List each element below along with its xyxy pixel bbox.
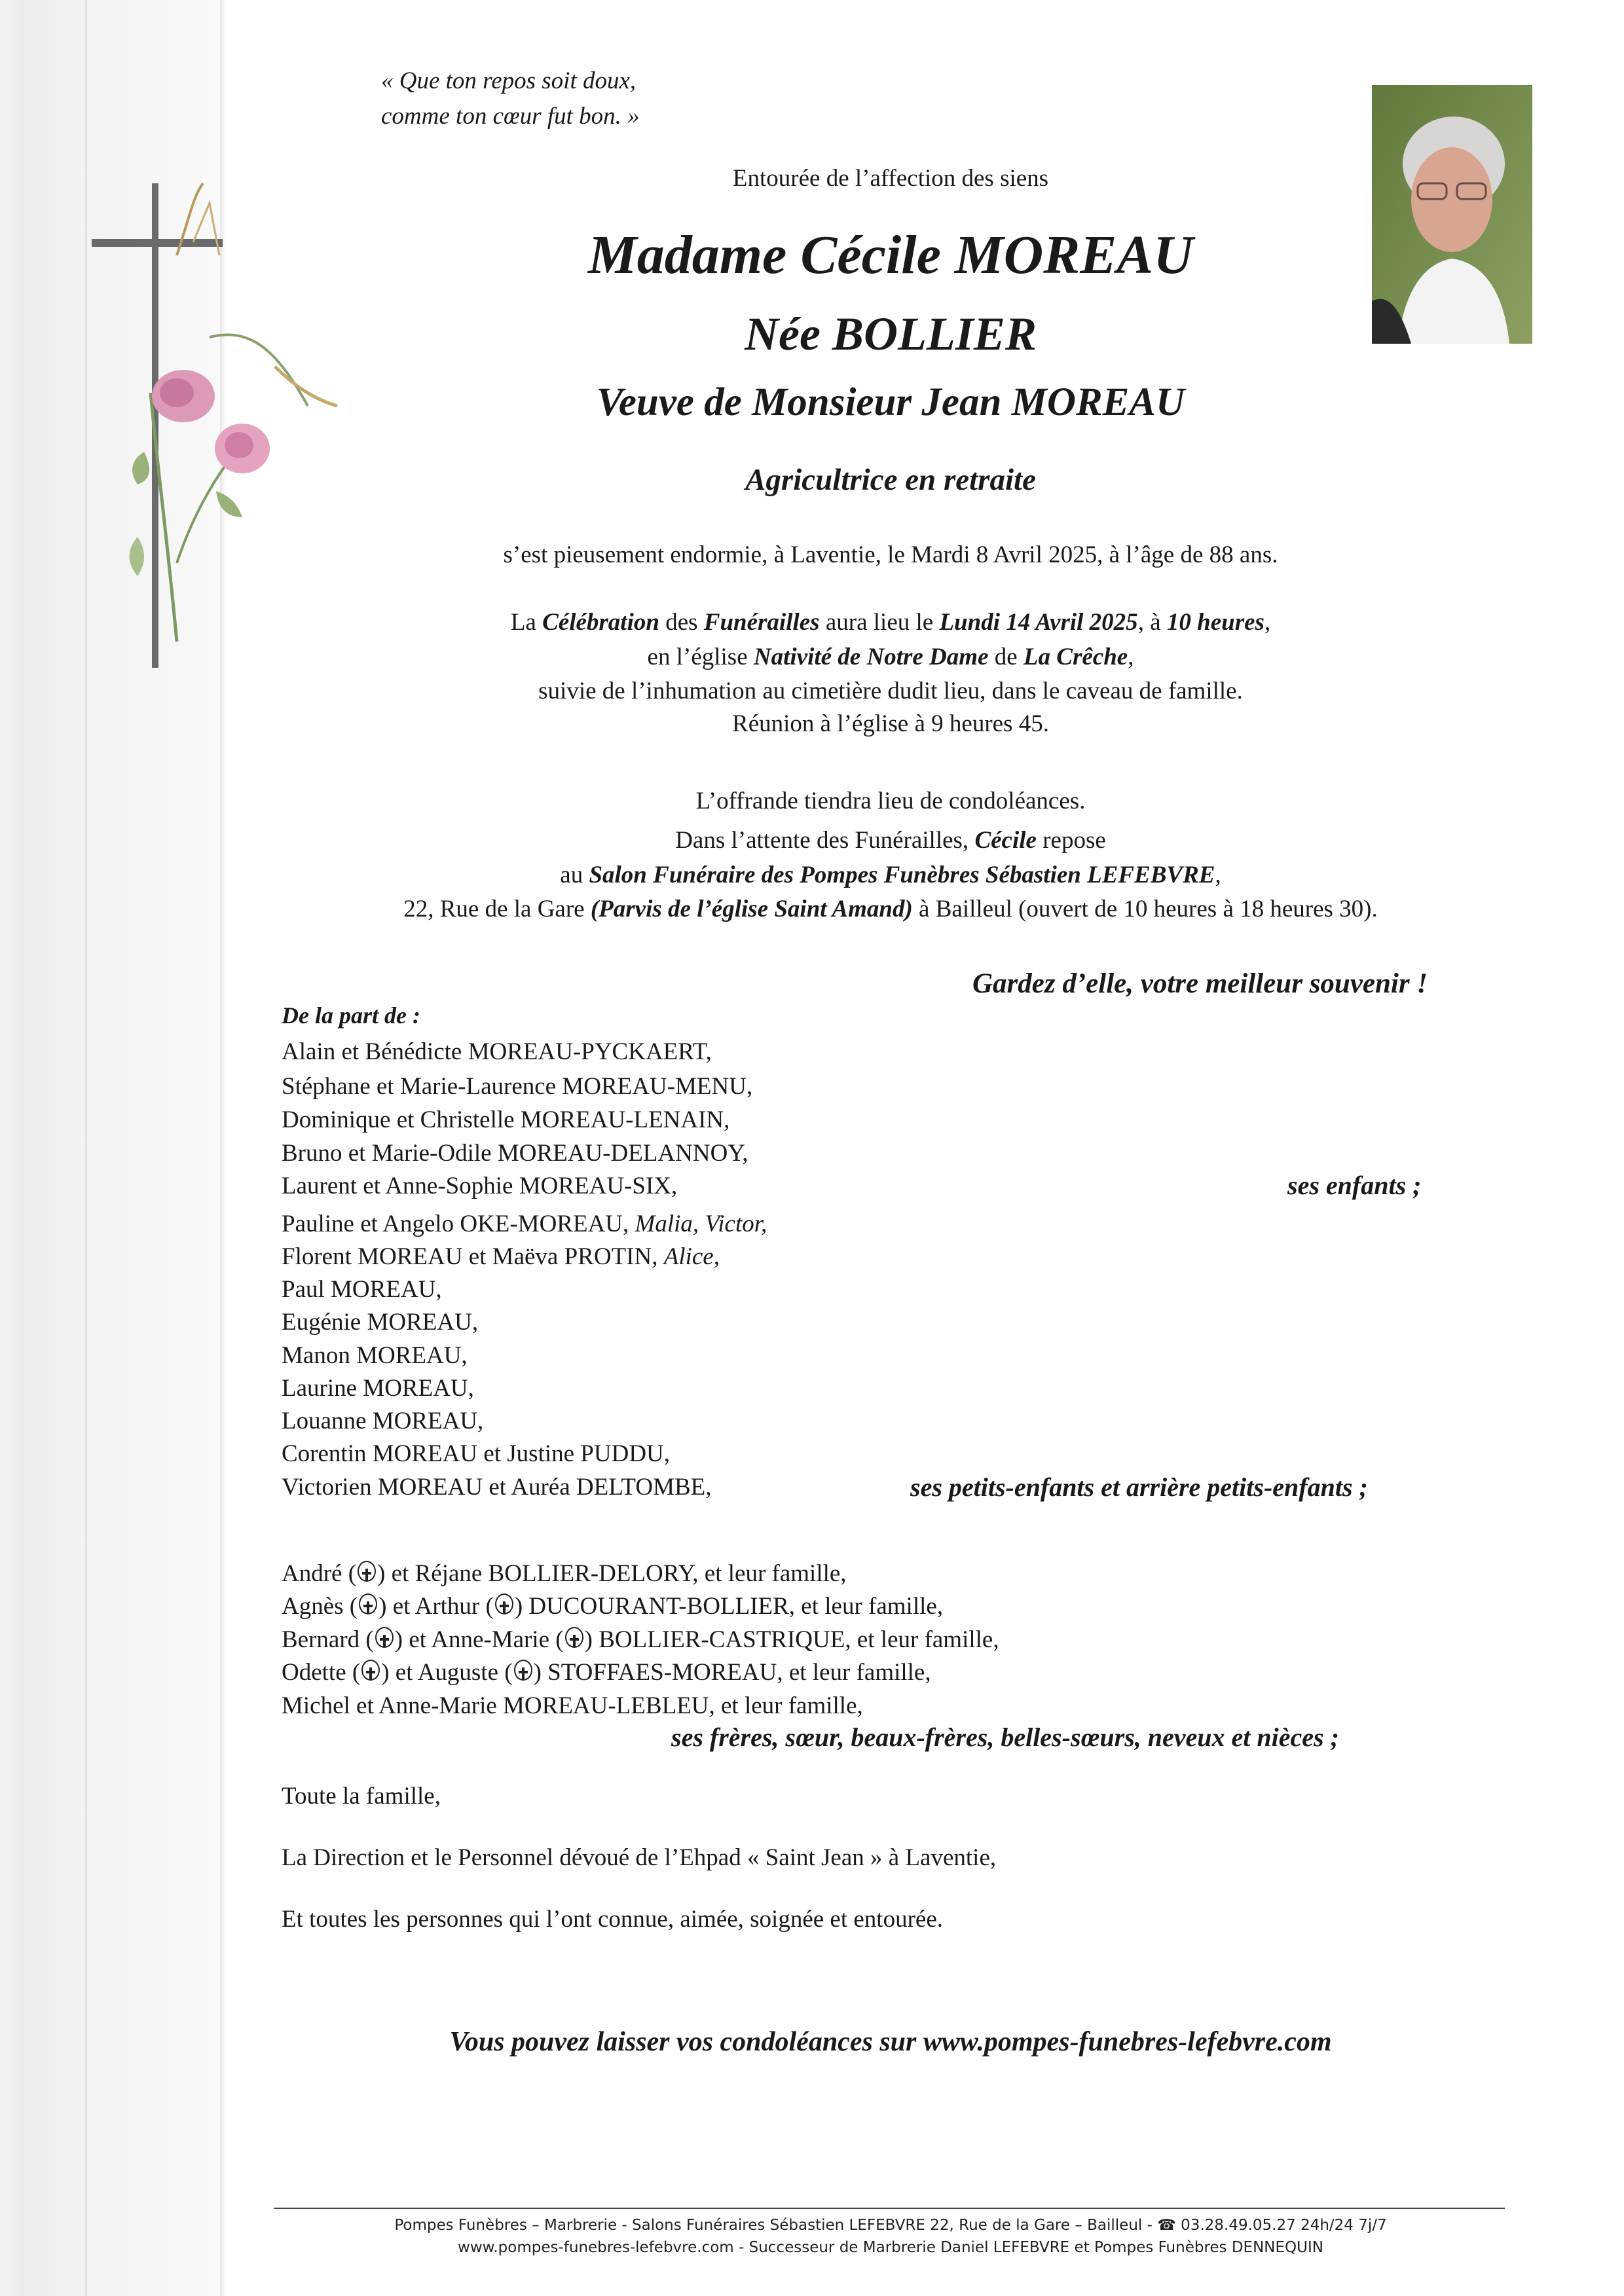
- cross-with-roses-illustration: [79, 170, 354, 681]
- from-label: De la part de :: [282, 1002, 420, 1029]
- children-label: ses enfants ;: [1287, 1171, 1422, 1200]
- ceremony-line-4: Réunion à l’église à 9 heures 45.: [732, 710, 1049, 737]
- list-item: Louanne MOREAU,: [282, 1408, 484, 1434]
- family-line: Toute la famille,: [282, 1783, 441, 1810]
- footer-line-1: Pompes Funèbres – Marbrerie - Salons Funéraires Sébastien LEFEBVRE 22, Rue de la Gare – Bailleul - ☎ 03.28.49.05.27 24h/24 7j/7: [394, 2217, 1387, 2234]
- list-item: Pauline et Angelo OKE-MOREAU, Malia, Victor,: [282, 1211, 767, 1237]
- footer-rule: [274, 2208, 1505, 2209]
- list-item: Florent MOREAU et Maëva PROTIN, Alice,: [282, 1243, 720, 1270]
- keep-memory: Gardez d’elle, votre meilleur souvenir !: [972, 968, 1428, 999]
- list-item: André ( ) et Réjane BOLLIER-DELORY, et leur famille,: [282, 1560, 847, 1587]
- siblings-label: ses frères, sœur, beaux-frères, belles-sœurs, neveux et nièces ;: [671, 1722, 1339, 1752]
- staff-line: La Direction et le Personnel dévoué de l’Ehpad « Saint Jean » à Laventie,: [282, 1844, 997, 1871]
- list-item: Odette ( ) et Auguste ( ) STOFFAES-MOREAU, et leur famille,: [282, 1659, 931, 1686]
- list-item: Dominique et Christelle MOREAU-LENAIN,: [282, 1106, 730, 1133]
- footer-line-2: www.pompes-funebres-lefebvre.com - Successeur de Marbrerie Daniel LEFEBVRE et Pompes Funèbres DENNEQUIN: [458, 2239, 1323, 2256]
- death-announcement: s’est pieusement endormie, à Laventie, le Mardi 8 Avril 2025, à l’âge de 88 ans.: [503, 541, 1278, 568]
- list-item: Victorien MOREAU et Auréa DELTOMBE,: [282, 1474, 712, 1501]
- all-people-line: Et toutes les personnes qui l’ont connue, aimée, soignée et entourée.: [282, 1906, 944, 1933]
- ceremony-line-3: suivie de l’inhumation au cimetière dudit lieu, dans le caveau de famille.: [538, 678, 1243, 704]
- rest-line-2: au Salon Funéraire des Pompes Funèbres Sébastien LEFEBVRE,: [560, 862, 1221, 888]
- latin-cross-icon: [375, 1627, 394, 1648]
- widow-of: Veuve de Monsieur Jean MOREAU: [596, 380, 1185, 424]
- list-item: Corentin MOREAU et Justine PUDDU,: [282, 1440, 671, 1467]
- rest-line-3: 22, Rue de la Gare (Parvis de l’église Saint Amand) à Bailleul (ouvert de 10 heures à 18 heures 30).: [403, 896, 1378, 922]
- ceremony-line-1: La Célébration des Funérailles aura lieu le Lundi 14 Avril 2025, à 10 heures,: [510, 609, 1271, 636]
- list-item: Laurine MOREAU,: [282, 1375, 474, 1402]
- condolences-website: Vous pouvez laisser vos condoléances sur www.pompes-funebres-lefebvre.com: [449, 2027, 1332, 2057]
- occupation: Agricultrice en retraite: [745, 463, 1036, 497]
- intro-text: Entourée de l’affection des siens: [732, 165, 1049, 192]
- epigraph-line-2: comme ton cœur fut bon. »: [381, 103, 640, 130]
- latin-cross-icon: [359, 1594, 377, 1614]
- list-item: Bruno et Marie-Odile MOREAU-DELANNOY,: [282, 1140, 748, 1167]
- list-item: Bernard ( ) et Anne-Marie ( ) BOLLIER-CASTRIQUE, et leur famille,: [282, 1626, 999, 1653]
- grandchildren-label: ses petits-enfants et arrière petits-enfants ;: [910, 1472, 1368, 1502]
- rest-line-1: Dans l’attente des Funérailles, Cécile repose: [675, 827, 1106, 854]
- list-item: Laurent et Anne-Sophie MOREAU-SIX,: [282, 1173, 678, 1199]
- maiden-name: Née BOLLIER: [745, 308, 1037, 360]
- list-item: Eugénie MOREAU,: [282, 1309, 479, 1336]
- latin-cross-icon: [358, 1561, 376, 1582]
- latin-cross-icon: [565, 1627, 583, 1648]
- portrait-photo: [1372, 85, 1532, 344]
- list-item: Michel et Anne-Marie MOREAU-LEBLEU, et leur famille,: [282, 1692, 863, 1719]
- list-item: Alain et Bénédicte MOREAU-PYCKAERT,: [282, 1038, 712, 1065]
- epigraph-line-1: « Que ton repos soit doux,: [381, 67, 637, 94]
- latin-cross-icon: [514, 1660, 532, 1681]
- offering-text: L’offrande tiendra lieu de condoléances.: [695, 788, 1086, 814]
- latin-cross-icon: [495, 1594, 513, 1614]
- list-item: Agnès ( ) et Arthur ( ) DUCOURANT-BOLLIER, et leur famille,: [282, 1593, 944, 1620]
- list-item: Paul MOREAU,: [282, 1276, 442, 1303]
- ceremony-line-2: en l’église Nativité de Notre Dame de La Crêche,: [647, 644, 1134, 670]
- deceased-name: Madame Cécile MOREAU: [588, 225, 1193, 285]
- latin-cross-icon: [361, 1660, 380, 1681]
- list-item: Stéphane et Marie-Laurence MOREAU-MENU,: [282, 1073, 753, 1100]
- list-item: Manon MOREAU,: [282, 1342, 468, 1369]
